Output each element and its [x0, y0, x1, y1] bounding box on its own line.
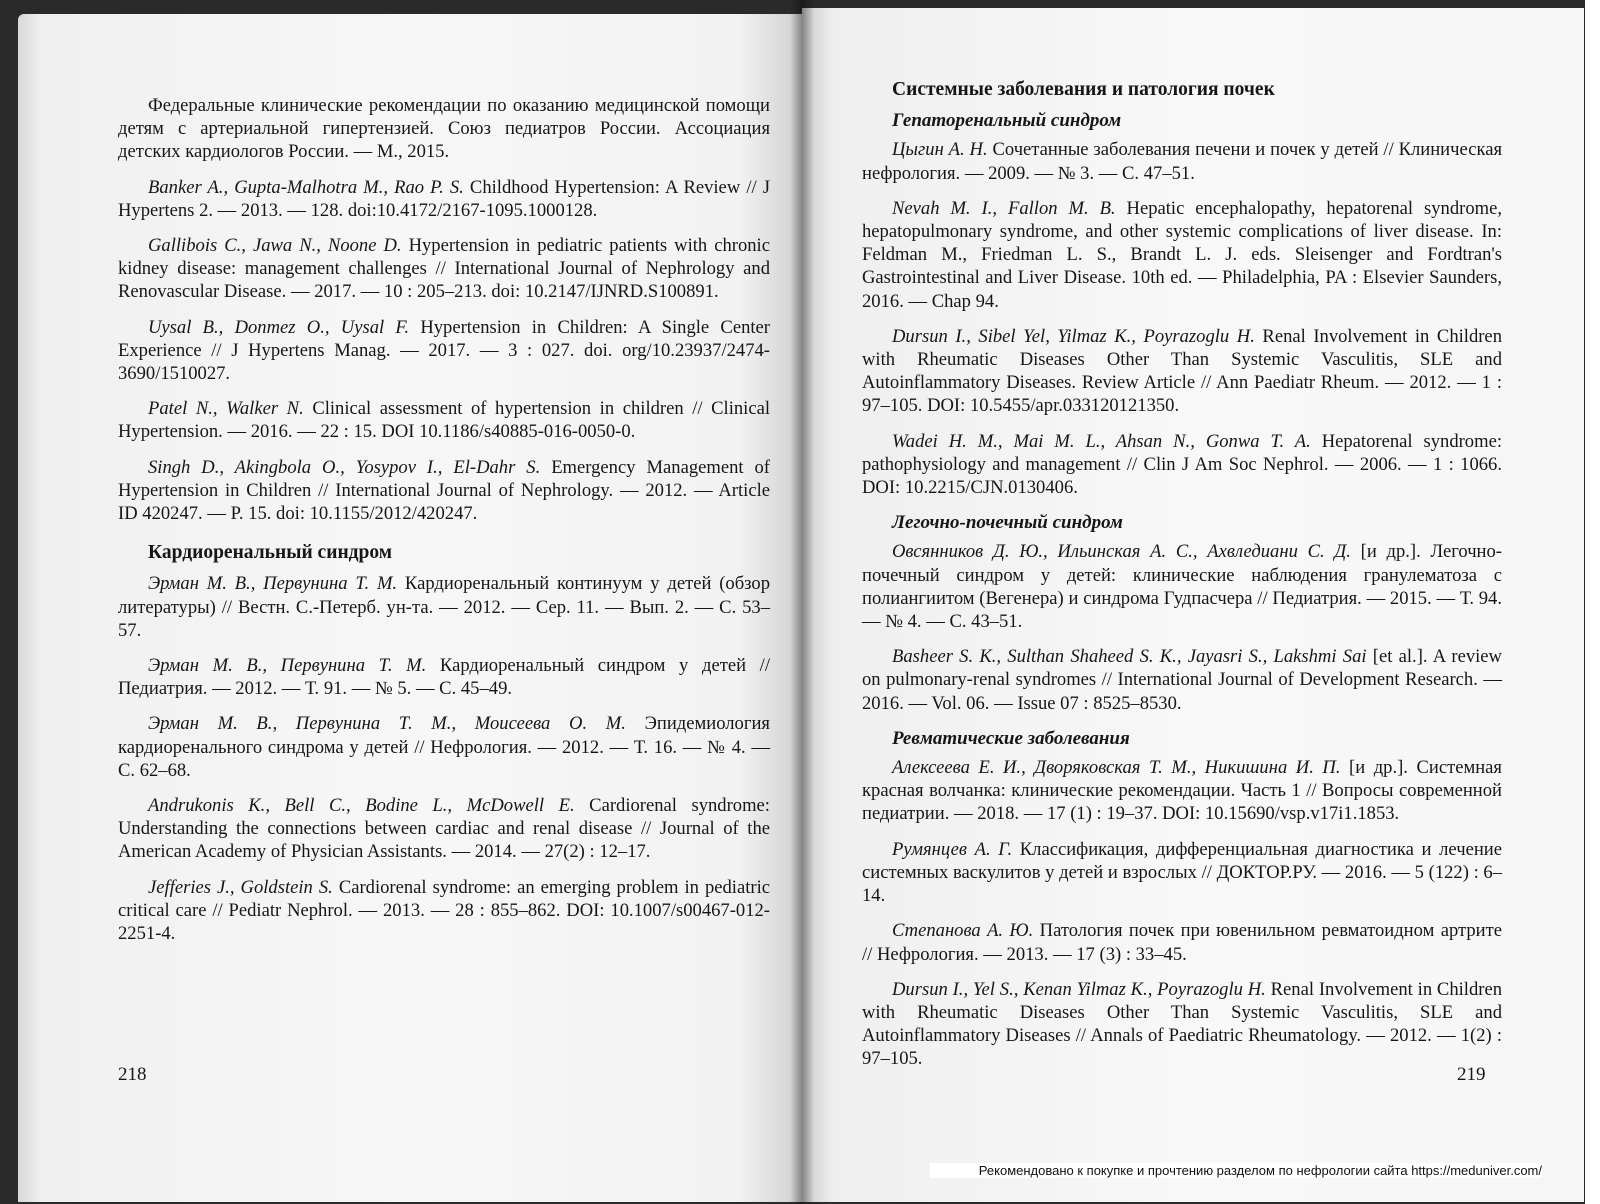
footer-note: Рекомендовано к покупке и прочтению разделом по нефрологии сайта https://meduniver.com/	[930, 1163, 1542, 1178]
reference-entry: Patel N., Walker N. Clinical assessment of hypertension in children // Clinical Hypertension. — 2016. — 22 : 15. DOI 10.1186/s40885-016-0050-0.	[118, 398, 771, 443]
reference-entry: Andrukonis K., Bell C., Bodine L., McDowell E. Cardiorenal syndrome: Understanding the connections between cardiac and renal disease // Journal of the American Academy of Physician Assistants. — 2014. — 27(2) : 12–17.	[118, 795, 770, 863]
reference-entry: Uysal B., Donmez O., Uysal F. Hypertension in Children: A Single Center Experience // J Hypertens Manag. — 2017. — 3 : 027. doi. org/10.23937/2474-3690/1510027.	[118, 316, 770, 385]
right-page	[802, 8, 1584, 1202]
book-gutter-shadow	[790, 0, 814, 1204]
reference-entry: Эрман М. В., Первунина Т. М., Моисеева О. М. Эпидемиология кардиоренального синдрома у детей // Нефрология. — 2012. — Т. 16. — № 4. — С. 62–68.	[118, 713, 770, 781]
reference-entry: Эрман М. В., Первунина Т. М. Кардиоренальный синдром у детей // Педиатрия. — 2012. — Т. 91. — № 5. — С. 45–49.	[118, 655, 771, 700]
page-number: 218	[118, 1064, 147, 1085]
scan-margin	[1585, 0, 1600, 1204]
reference-entry: Цыгин А. Н. Сочетанные заболевания печени и почек у детей // Клиническая нефрология. — 2009. — № 3. — С. 47–51.	[862, 139, 1503, 184]
reference-entry: Степанова А. Ю. Патология почек при ювенильном ревматоидном артрите // Нефрология. — 2013. — 17 (3) : 33–45.	[862, 920, 1502, 965]
reference-entry: Basheer S. K., Sulthan Shaheed S. K., Jayasri S., Lakshmi Sai [et al.]. A review on pulmonary-renal syndromes // International Journal of Development Research. — 2016. — Vol. 06. — Issue 07 : 8525–8530.	[862, 646, 1502, 714]
left-page	[18, 14, 802, 1202]
reference-entry: Румянцев А. Г. Классификация, дифференциальная диагностика и лечение системных васкулитов у детей и взрослых // ДОКТОР.РУ. — 2016. — 5 (122) : 6–14.	[862, 838, 1502, 907]
reference-entry: Jefferies J., Goldstein S. Cardiorenal syndrome: an emerging problem in pediatric critical care // Pediatr Nephrol. — 2013. — 28 : 855–862. DOI: 10.1007/s00467-012-2251-4.	[118, 876, 770, 945]
section-heading: Кардиоренальный синдром	[148, 542, 393, 564]
page-number: 219	[1457, 1064, 1486, 1085]
left-page-column	[118, 94, 770, 957]
reference-entry: Алексеева Е. И., Дворяковская Т. М., Никишина И. П. [и др.]. Системная красная волчанка: клинические рекомендации. Часть 1 // Вопросы современной педиатрии. — 2018. — 17 (1) : 19–37. DOI: 10.15690/vsp.v17i1.1853.	[862, 757, 1502, 825]
subsection-heading: Гепаторенальный синдром	[892, 110, 1122, 132]
reference-entry: Nevah M. I., Fallon M. B. Hepatic encephalopathy, hepatorenal syndrome, hepatopulmonary syndrome, and other systemic complications of liver disease. In: Feldman M., Friedman L. S., Brandt L. J. eds. Sleisenger and Fordtran's Gastrointestinal and Liver Disease. 10th ed. — Philadelphia, PA : Elsevier Saunders, 2016. — Chap 94.	[862, 197, 1502, 312]
reference-entry: Gallibois C., Jawa N., Noone D. Hypertension in pediatric patients with chronic kidney disease: management challenges // International Journal of Nephrology and Renovascular Disease. — 2017. — 10 : 205–213. doi: 10.2147/IJNRD.S100891.	[118, 235, 770, 303]
reference-entry: Эрман М. В., Первунина Т. М. Кардиоренальный континуум у детей (обзор литературы) // Вестн. С.-Петерб. ун-та. — 2012. — Сер. 11. — Вып. 2. — С. 53–57.	[118, 573, 770, 641]
subsection-heading: Ревматические заболевания	[892, 727, 1130, 749]
subsection-heading: Легочно-почечный синдром	[892, 512, 1123, 534]
section-heading: Системные заболевания и патология почек	[892, 79, 1275, 100]
reference-entry: Banker A., Gupta-Malhotra M., Rao P. S. Childhood Hypertension: A Review // J Hypertens 2. — 2013. — 128. doi:10.4172/2167-1095.1000128.	[118, 176, 771, 221]
reference-entry: Федеральные клинические рекомендации по оказанию медицинской помощи детям с артериальной гипертензией. Союз педиатров России. Ассоциация детских кардиологов России. — М., 2015.	[118, 95, 770, 163]
reference-entry: Dursun I., Sibel Yel, Yilmaz K., Poyrazoglu H. Renal Involvement in Children with Rheumatic Diseases Other Than Systemic Vasculitis, SLE and Autoinflammatory Diseases. Review Article // Ann Paediatr Rheum. — 2012. — 1 : 97–105. DOI: 10.5455/apr.033120121350.	[862, 325, 1502, 417]
reference-entry: Singh D., Akingbola O., Yosypov I., El-Dahr S. Emergency Management of Hypertension in Children // International Journal of Nephrology. — 2012. — Article ID 420247. — P. 15. doi: 10.1155/2012/420247.	[118, 456, 770, 525]
reference-entry: Овсянников Д. Ю., Ильинская А. С., Ахвледиани С. Д. [и др.]. Легочно-почечный синдром у детей: клинические наблюдения гранулематоза с полиангиитом (Вегенера) и синдрома Гудпасчера // Педиатрия. — 2015. — Т. 94. — № 4. — С. 43–51.	[862, 541, 1502, 633]
right-page-column	[862, 78, 1502, 1083]
reference-entry: Dursun I., Yel S., Kenan Yilmaz K., Poyrazoglu H. Renal Involvement in Children with Rheumatic Diseases Other Than Systemic Vasculitis, SLE and Autoinflammatory Diseases // Annals of Paediatric Rheumatology. — 2012. — 1(2) : 97–105.	[862, 978, 1503, 1070]
reference-entry: Wadei H. M., Mai M. L., Ahsan N., Gonwa T. A. Hepatorenal syndrome: pathophysiology and management // Clin J Am Soc Nephrol. — 2006. — 1 : 1066. DOI: 10.2215/CJN.0130406.	[862, 430, 1502, 499]
